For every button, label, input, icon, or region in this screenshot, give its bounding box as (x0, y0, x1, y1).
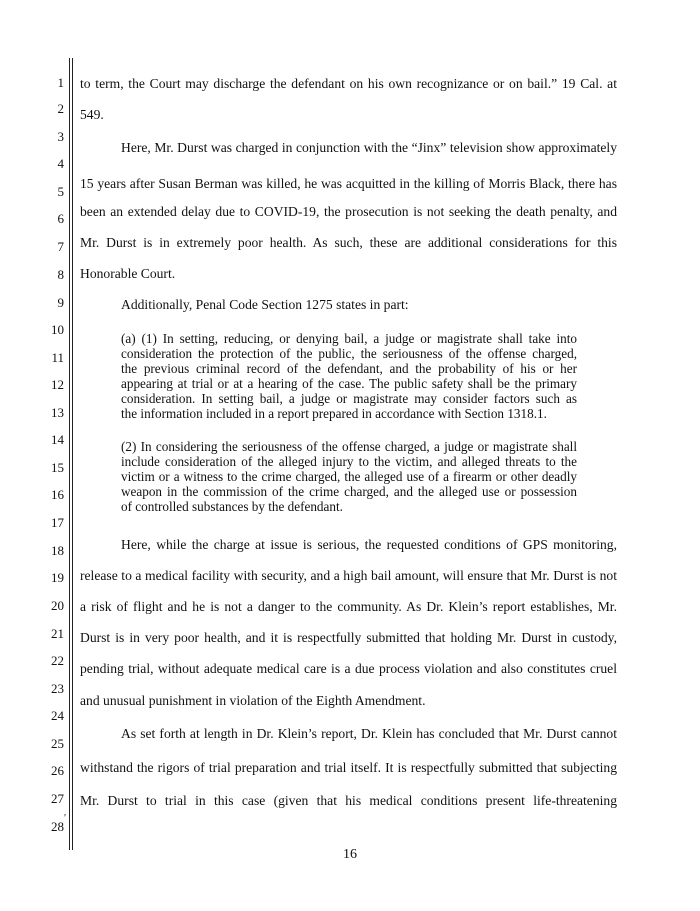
body-text-line: Durst is in very poor health, and it is respectfully submitted that holding Mr. Durst in custody, (80, 630, 617, 645)
quote-line: include consideration of the alleged injury to the victim, and alleged threats to the (121, 454, 577, 469)
line-number: 19 (51, 570, 64, 585)
body-text-line: a risk of flight and he is not a danger to the community. As Dr. Klein’s report establishes, Mr. (80, 599, 617, 614)
line-number: 1 (57, 75, 64, 90)
line-number: 6 (57, 211, 64, 226)
line-number: 20 (51, 598, 64, 613)
page-number: 16 (343, 847, 357, 862)
line-number: 24 (51, 708, 64, 723)
body-text-line: pending trial, without adequate medical care is a due process violation and also constitutes cruel (80, 661, 617, 676)
margin-rule-left (69, 58, 70, 850)
line-number: 21 (51, 626, 64, 641)
line-number: 26 (51, 763, 64, 778)
line-number: 25 (51, 736, 64, 751)
quote-line: of controlled substances by the defendant. (121, 499, 343, 514)
quote-line: the previous criminal record of the defendant, and the probability of his or her (121, 361, 577, 376)
quote-line: consideration. In setting bail, a judge or magistrate may consider factors such as (121, 391, 577, 406)
line-number: 28 (51, 819, 64, 834)
body-text-line: to term, the Court may discharge the defendant on his own recognizance or on bail.” 19 Cal. at (80, 76, 617, 91)
line-number: 2 (57, 101, 64, 116)
body-text-line: withstand the rigors of trial preparation and trial itself. It is respectfully submitted that subjecting (80, 760, 617, 775)
line-number: 11 (51, 350, 64, 365)
body-text-line: release to a medical facility with security, and a high bail amount, will ensure that Mr. Durst is not (80, 568, 617, 583)
quote-line: (a) (1) In setting, reducing, or denying bail, a judge or magistrate shall take into (121, 331, 577, 346)
line-number: 3 (57, 129, 64, 144)
quote-line: weapon in the commission of the crime charged, and the alleged use or possession (121, 484, 577, 499)
body-text-line: 549. (80, 107, 104, 122)
line-number: 5 (57, 184, 64, 199)
body-text-line: 15 years after Susan Berman was killed, he was acquitted in the killing of Morris Black, there has (80, 176, 617, 191)
line-number: 27 (51, 791, 64, 806)
line-number: 7 (57, 239, 64, 254)
quote-line: (2) In considering the seriousness of the offense charged, a judge or magistrate shall (121, 439, 577, 454)
body-text-line: As set forth at length in Dr. Klein’s report, Dr. Klein has concluded that Mr. Durst cannot (121, 726, 617, 741)
line-number: 4 (57, 156, 64, 171)
line-number: 16 (51, 487, 64, 502)
body-text-line: Here, Mr. Durst was charged in conjunction with the “Jinx” television show approximately (121, 140, 617, 155)
line-number: 23 (51, 681, 64, 696)
body-text-line: been an extended delay due to COVID-19, the prosecution is not seeking the death penalty, and (80, 204, 617, 219)
line-number: 12 (51, 377, 64, 392)
quote-line: the information included in a report prepared in accordance with Section 1318.1. (121, 406, 547, 421)
body-text-line: Mr. Durst is in extremely poor health. As such, these are additional considerations for this (80, 235, 617, 250)
line-number: 17 (51, 515, 64, 530)
margin-mark: ′ (64, 813, 67, 824)
line-number: 13 (51, 405, 64, 420)
body-text-line: Additionally, Penal Code Section 1275 states in part: (121, 297, 409, 312)
body-text-line: Mr. Durst to trial in this case (given that his medical conditions present life-threatening (80, 793, 617, 808)
margin-rule-right (72, 58, 73, 850)
body-text-line: Here, while the charge at issue is serious, the requested conditions of GPS monitoring, (121, 537, 617, 552)
body-text-line: Honorable Court. (80, 266, 176, 281)
line-number: 9 (57, 295, 64, 310)
quote-line: consideration the protection of the public, the seriousness of the offense charged, (121, 346, 577, 361)
line-number: 14 (51, 432, 64, 447)
line-number: 10 (51, 322, 64, 337)
line-number: 22 (51, 653, 64, 668)
quote-line: appearing at trial or at a hearing of the case. The public safety shall be the primary (121, 376, 577, 391)
line-number: 18 (51, 543, 64, 558)
body-text-line: and unusual punishment in violation of the Eighth Amendment. (80, 693, 426, 708)
line-number: 8 (57, 267, 64, 282)
quote-line: victim or a witness to the crime charged, the alleged use of a firearm or other deadly (121, 469, 577, 484)
line-number: 15 (51, 460, 64, 475)
